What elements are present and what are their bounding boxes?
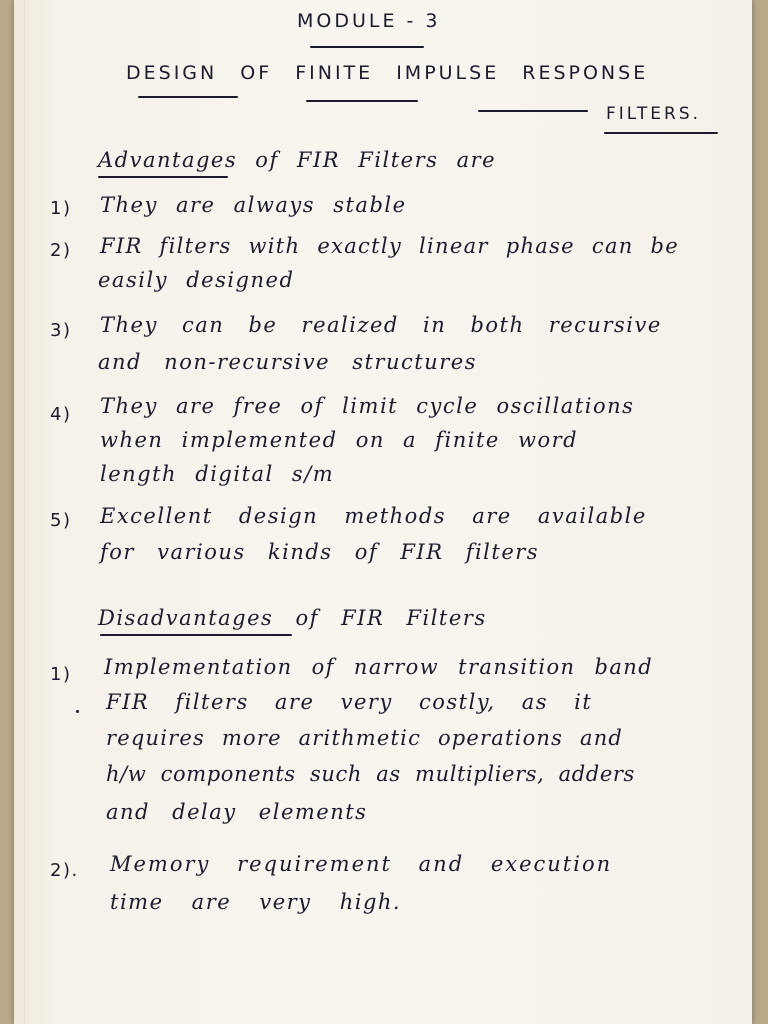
disadvantage-number: 1) [50, 664, 72, 685]
advantage-line: FIR filters with exactly linear phase can be [100, 234, 680, 258]
advantage-number: 2) [50, 240, 72, 261]
advantage-line: and non-recursive structures [98, 350, 477, 374]
heading-underline-3 [478, 110, 588, 112]
advantage-line: Excellent design methods are available [100, 504, 647, 528]
notebook-page [14, 0, 752, 1024]
advantage-number: 4) [50, 404, 72, 425]
disadvantage-line: FIR filters are very costly, as it [106, 690, 593, 714]
disadvantages-heading-underline [100, 634, 292, 636]
heading-underline-1 [138, 96, 238, 98]
page-heading-line2: FILTERS. [606, 104, 702, 124]
disadvantage-number: 2). [50, 860, 79, 881]
disadvantage-line: time are very high. [110, 890, 402, 914]
advantage-number: 1) [50, 198, 72, 219]
advantage-line: They can be realized in both recursive [100, 313, 662, 337]
advantages-heading-underline [98, 176, 228, 178]
advantage-line: They are always stable [100, 193, 407, 217]
bullet-dot [76, 710, 79, 713]
disadvantages-heading: Disadvantages of FIR Filters [98, 606, 487, 630]
advantage-number: 3) [50, 320, 72, 341]
module-title: MODULE - 3 [297, 10, 441, 32]
disadvantage-line: Implementation of narrow transition band [104, 655, 654, 679]
advantage-line: They are free of limit cycle oscillations [100, 394, 635, 418]
disadvantage-line: h/w components such as multipliers, adders [106, 762, 635, 786]
heading-underline-2 [306, 100, 418, 102]
advantage-number: 5) [50, 510, 72, 531]
page-heading-line1: DESIGN OF FINITE IMPULSE RESPONSE [126, 62, 649, 84]
disadvantage-line: Memory requirement and execution [110, 852, 613, 876]
disadvantage-line: and delay elements [106, 800, 368, 824]
advantages-heading: Advantages of FIR Filters are [98, 148, 497, 172]
module-title-underline [310, 46, 424, 48]
advantage-line: length digital s/m [100, 462, 335, 486]
disadvantage-line: requires more arithmetic operations and [106, 726, 624, 750]
heading-underline-4 [604, 132, 718, 134]
advantage-line: easily designed [98, 268, 295, 292]
advantage-line: when implemented on a finite word [100, 428, 579, 452]
advantage-line: for various kinds of FIR filters [100, 540, 540, 564]
